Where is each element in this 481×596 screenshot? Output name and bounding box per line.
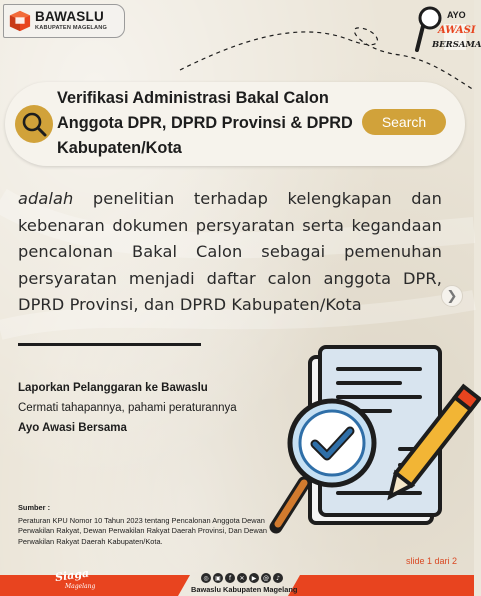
campaign-line3: BERSAMA <box>432 40 481 50</box>
report-line3: Ayo Awasi Bersama <box>18 422 127 434</box>
definition-paragraph <box>18 186 442 319</box>
document-check-illustration <box>260 343 470 543</box>
search-query-title: Verifikasi Administrasi Bakal Calon Anggota DPR, DPRD Provinsi & DPRD Kabupaten/Kota <box>57 89 353 157</box>
siaga-line1: Siaga <box>54 566 90 585</box>
instagram-icon[interactable]: ▣ <box>213 573 223 583</box>
youtube-icon[interactable]: ▶ <box>249 573 259 583</box>
campaign-line2: AWASI <box>438 25 476 36</box>
report-call-to-action <box>18 378 268 438</box>
source-text: Peraturan KPU Nomor 10 Tahun 2023 tentang Pencalonan Anggota Dewan Perwakilan Rakyat, Dewan Perwakilan Rakyat Daerah Provinsi, Dan Dewan Perwakilan Rakyat Daerah Kabupaten/Kota. <box>18 515 267 546</box>
report-line1: Laporkan Pelanggaran ke Bawaslu <box>18 382 208 394</box>
report-line2: Cermati tahapannya, pahami peraturannya <box>18 402 237 414</box>
tiktok-icon[interactable]: ♪ <box>273 573 283 583</box>
next-slide-button[interactable] <box>441 285 463 307</box>
bawaslu-emblem-icon <box>9 10 31 32</box>
bawaslu-logo <box>3 4 125 38</box>
threads-icon[interactable]: @ <box>263 574 269 582</box>
x-icon[interactable]: ✕ <box>237 573 247 583</box>
ayo-awasi-bersama-badge <box>414 4 481 54</box>
source-citation <box>18 503 268 547</box>
definition-text: penelitian terhadap kelengkapan dan kebenaran dokumen persyaratan serta kegandaan pencalonan Bakal Calon sebagai pemenuhan persyaratan menjadi daftar calon anggota DPR, DPRD Provinsi, dan DPRD Kabupaten/Kota <box>18 189 442 314</box>
social-icons <box>201 573 283 583</box>
search-bar <box>5 82 465 166</box>
source-label: Sumber : <box>18 503 51 512</box>
facebook-icon[interactable]: f <box>225 573 235 583</box>
slide-indicator: slide 1 dari 2 <box>406 556 458 566</box>
brand-name: BAWASLU <box>35 9 104 25</box>
brand-subtitle: KABUPATEN MAGELANG <box>35 24 108 31</box>
campaign-line1: AYO <box>447 10 466 20</box>
siaga-line2: Magelang <box>65 583 96 590</box>
search-icon[interactable] <box>15 105 53 143</box>
chevron-right-icon: ❯ <box>446 288 458 304</box>
website-icon[interactable]: ◎ <box>201 573 211 583</box>
search-button[interactable]: Search <box>362 109 446 135</box>
siaga-magelang-logo <box>54 566 100 593</box>
section-divider <box>18 343 201 346</box>
definition-emphasis: adalah <box>18 189 74 208</box>
footer-organization: Bawaslu Kabupaten Magelang <box>191 585 298 594</box>
